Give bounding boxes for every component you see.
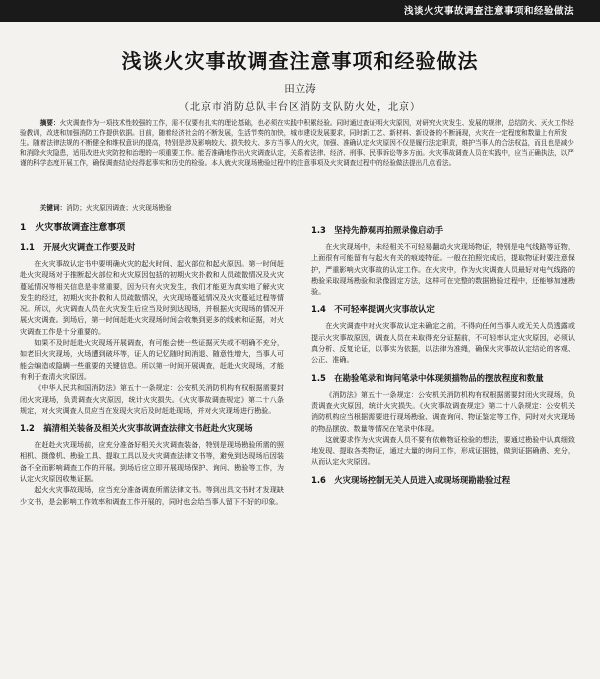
section-heading: 1 火灾事故调查注意事项: [20, 223, 126, 233]
subsection-heading: 1.1 开展火灾调查工作要及时: [20, 242, 136, 252]
paragraph: 如果不及时赶赴火灾现场开展调查，有可能会使一些证据灭失或不明确不充分，如老旧火灾现场，火场遭到破坏等，证人的记忆随时间消退、随意性增大，当事人可能会编造或隐瞒一些重要的关键信息。所以第一时间开展调查，赶赴火灾现场，才能有利于查清火灾原因。: [20, 338, 284, 381]
paragraph: 起火火灾事故现场，应当充分准备调查所需法律文书。等到出具文书时才发现缺少文书，是会影响工作效率和调查工作开展的，同时也会给当事人留下不好的印象。: [20, 485, 284, 506]
paragraph: 在赶赴火灾现场前，应充分准备好相关火灾调查装备，特别是现场勘验所需的照相机、摄像机、勘验工具、提取工具以及火灾调查法律文书等，避免到达现场后因装备不全而影响调查工作的开展。到场后应立即开展现场保护、询问、勘验等工作，为认定火灾原因收集证据。: [20, 440, 284, 484]
paragraph: 《消防法》第五十一条规定：公安机关消防机构有权根据需要封闭火灾现场，负责调查火灾原因，统计火灾损失。《火灾事故调查规定》第二十八条规定：公安机关消防机构应当根据需要进行现场勘验、调查询问、物证鉴定等工作，同时对火灾现场的物品摆放、数量等情况在笔录中体现。: [311, 389, 575, 433]
paragraph: 这就要求作为火灾调查人员不要有依赖物证检验的想法，要通过勘验中认真细致地发现、提取各类物证，通过大量的询问工作，形成证据链，做到证据确凿、充分，从而认定火灾原因。: [311, 434, 575, 467]
abstract-text: 火灾调查作为一项技术性较强的工作，需不仅要有扎实的理论基础，也必须在实践中积累经验。同时通过查证明火灾原因，对研究火灾发生、发展的规律，总结防火、灭火工作经验教训，改进和加强消防工作提供依据。目前，随着经济社会的不断发展，生活节奏的加快，城市建设发展要求，同时新工艺、新材料、新设备的不断涌现，火灾在一定程度和数量上有所发生。随着法律法规的不断健全和维权意识的提高，特别是涉及影响较大、损失较大、多方当事人的火灾，加强、准确认定火灾原因不仅是履行法定职责，维护当事人的合法权益，而且也是减少和消除火灾隐患，适用改进火灾防控和治理的一项重要工作。能否准确地作出火灾调查认定，关系着法律、经济、刑事、民事诉讼等多方面。火灾事故调查人员在实践中，应当正确执法，以严谨的科学态度开展工作，确保调查结论经得起事实和历史的检验。本人就火灾现场勘验过程中的注意事项及火灾调查过程中的经验做法提出几点看法。: [20, 119, 574, 167]
keywords-label: 关键词：: [39, 204, 67, 212]
body-column-right: [311, 218, 575, 679]
running-header-band: [0, 0, 600, 22]
subsection-heading: 1.5 在勘验笔录和询问笔录中体现须描物品的摆放程度和数量: [311, 372, 544, 383]
body-column-left: [20, 218, 284, 679]
author-name: 田立涛: [284, 83, 316, 95]
paragraph: 在火灾现场中，未经相关不可轻易翻动火灾现场物证，特别是电气线路等证物，上面很有可能留有与起火有关的痕迹特征。一般在拍照完成后，提取物证时要注意保护，严重影响火灾事故的认定工作。在火灾中，作为火灾调查人员最好对电气线路的勘验采取现场勘验和录像固定方法，这样可在完整的数据勘验过程中，还能够加速勘验。: [311, 242, 575, 297]
paragraph: 在火灾调查中对火灾事故认定未确定之前，不得向任何当事人或无关人员透露或提示火灾事故原因，调查人员在未取得充分证据前，不可轻率认定火灾原因，必须认真分析、反复论证，以事实为依据，以法律为准绳，确保火灾事故认定结论的客观、公正、准确。: [311, 321, 575, 365]
keywords-text: 消防；火灾原因调查；火灾现场勘验: [66, 204, 172, 212]
abstract-label: 摘要：: [39, 119, 60, 127]
abstract: [20, 118, 580, 203]
paragraph: 《中华人民共和国消防法》第五十一条规定：公安机关消防机构有权根据需要封闭火灾现场，负责调查火灾原因，统计火灾损失。《火灾事故调查规定》第二十八条规定，对火灾调查人员应当在发现火灾后及时赶赴现场，并对火灾现场进行勘验。: [20, 383, 284, 415]
author-affiliation: （北京市消防总队丰台区消防支队防火处，北京）: [179, 102, 421, 113]
subsection-heading: 1.6 火灾现场控制无关人员进入或现场现勘勘验过程: [311, 474, 511, 485]
running-header-title: 浅谈火灾事故调查注意事项和经验做法: [403, 6, 574, 17]
paragraph: 在火灾事故认定书中要明确火灾的起火时间、起火部位和起火原因。第一时间赶赴火灾现场对于推断起火部位和火灾原因包括的初期火灾扑救和人员疏散情况及火灾蔓延情况等相关信息是非常重要，因为只有火灾发生，我们才能更为真实地了解火灾发生的经过，初期火灾扑救和人员疏散情况，火灾现场蔓延情况及火灾蔓延过程等情况。所以，火灾调查人员在火灾发生后应当及时到达现场，并根据火灾现场的情况开展火灾调查。到场后，第一时间赶赴火灾现场时间会收集到更多的线索和证据，对火灾调查工作是十分重要的。: [20, 259, 284, 336]
subsection-heading: 1.2 搞清相关装备及相关火灾事故调查法律文书赶赴火灾现场: [20, 423, 253, 434]
article-title: 浅谈火灾事故调查注意事项和经验做法: [121, 49, 479, 73]
subsection-heading: 1.4 不可轻率提调火灾事故认定: [311, 304, 435, 315]
subsection-heading: 1.3 坚持先静观再拍照录像启动手: [311, 225, 444, 235]
keywords: [20, 203, 580, 213]
